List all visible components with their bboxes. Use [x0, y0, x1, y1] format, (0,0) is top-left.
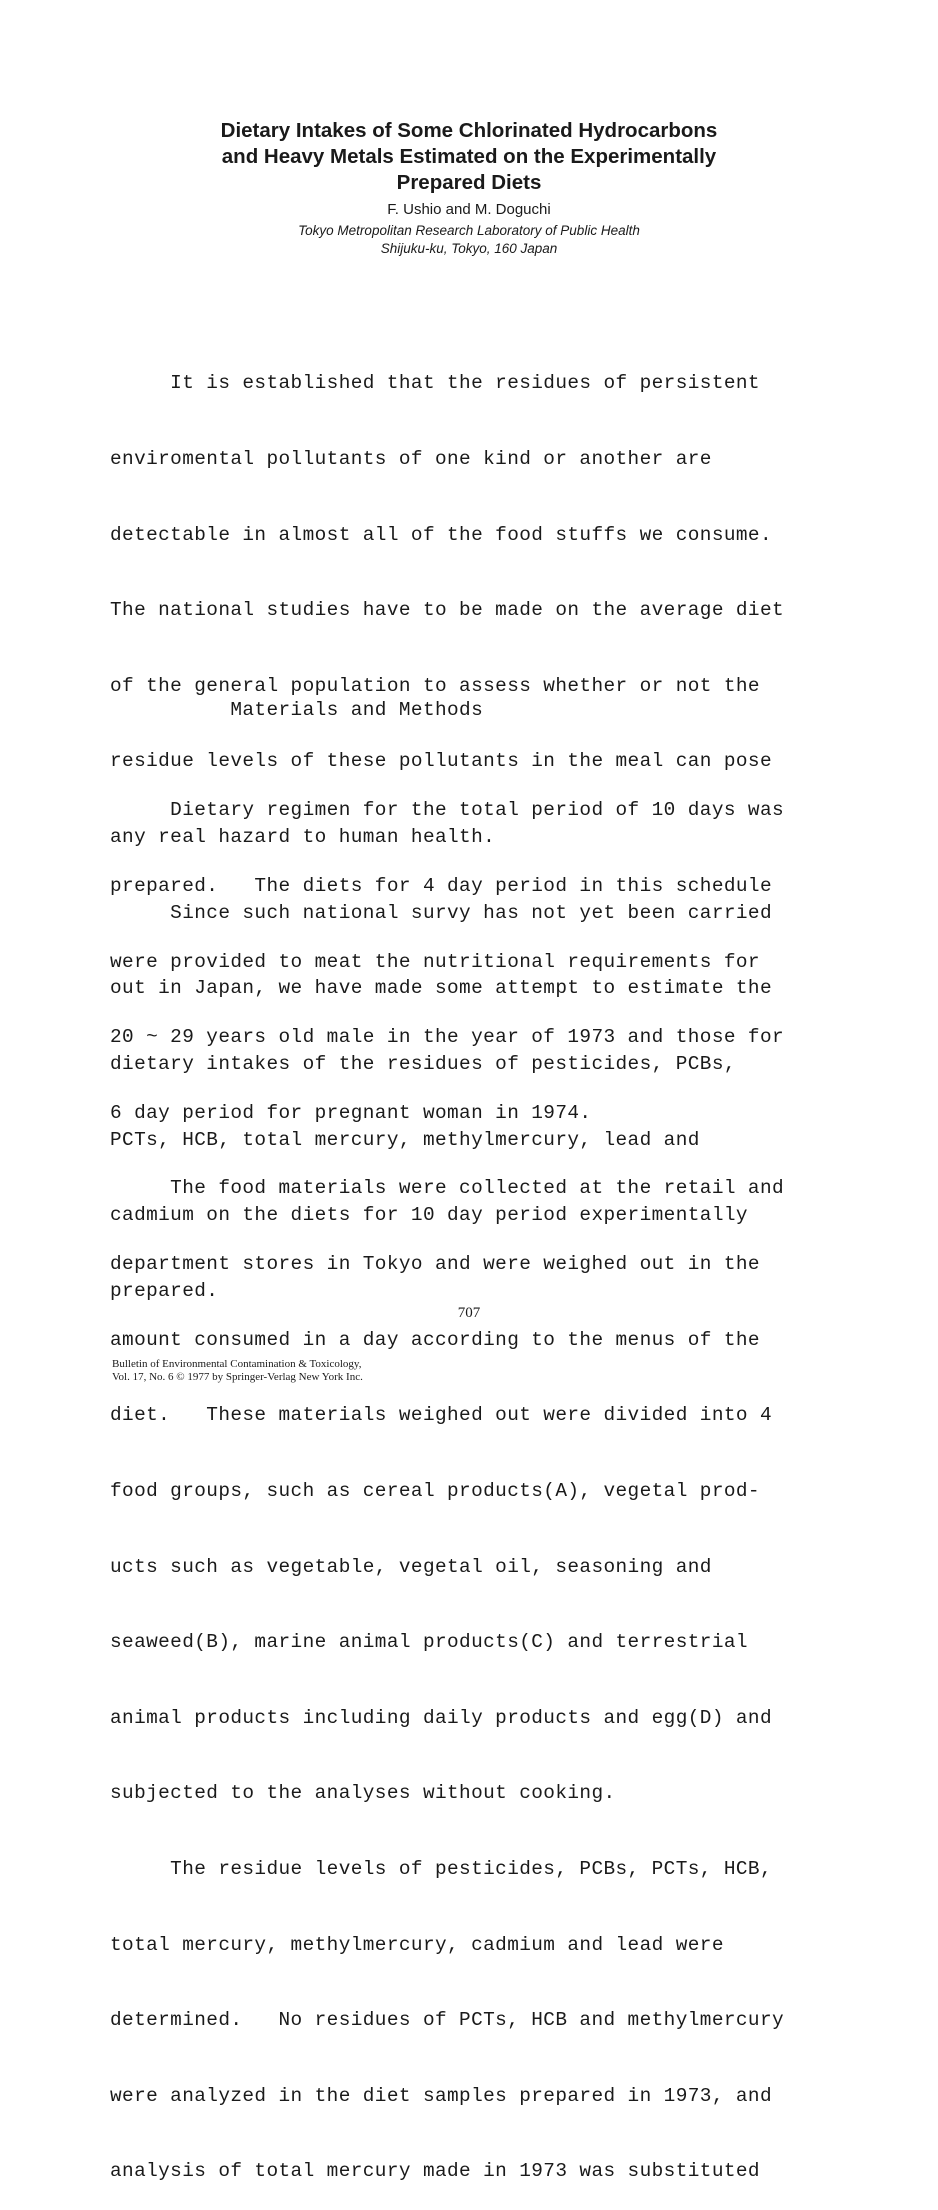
text-line: analysis of total mercury made in 1973 was substituted — [110, 2160, 760, 2183]
text-line: detectable in almost all of the food stuffs we consume. — [110, 523, 772, 546]
text-line: determined. No residues of PCTs, HCB and methylmercury — [110, 2009, 785, 2032]
text-line: prepared. — [110, 1279, 219, 1302]
text-line: were provided to meat the nutritional requirements for — [110, 950, 760, 973]
text-line: prepared. The diets for 4 day period in this schedule — [110, 875, 772, 898]
text-line: out in Japan, we have made some attempt to estimate the — [110, 977, 772, 1000]
text-line: The national studies have to be made on the average diet — [110, 599, 785, 622]
text-line: of the general population to assess whether or not the — [110, 674, 760, 697]
footer-line: Vol. 17, No. 6 © 1977 by Springer-Verlag New York Inc. — [112, 1371, 363, 1383]
text-line: ucts such as vegetable, vegetal oil, seasoning and — [110, 1555, 712, 1578]
text-line: diet. These materials weighed out were divided into 4 — [110, 1404, 772, 1427]
affiliation-line: Shijuku-ku, Tokyo, 160 Japan — [380, 240, 558, 256]
text-line: total mercury, methylmercury, cadmium and lead were — [110, 1933, 724, 1956]
text-line: dietary intakes of the residues of pesticides, PCBs, — [110, 1052, 736, 1075]
text-line: amount consumed in a day according to the menus of the — [110, 1328, 760, 1351]
affiliation-line: Tokyo Metropolitan Research Laboratory of Public Health — [298, 223, 640, 238]
text-line: food groups, such as cereal products(A), vegetal prod- — [110, 1479, 760, 1502]
text-line: were analyzed in the diet samples prepared in 1973, and — [110, 2084, 772, 2107]
text-line: seaweed(B), marine animal products(C) and terrestrial — [110, 1631, 748, 1654]
text-line: The residue levels of pesticides, PCBs, PCTs, HCB, — [110, 1857, 772, 1880]
title-line: Prepared Diets — [396, 171, 542, 194]
footer-line: Bulletin of Environmental Contamination & Toxicology, — [112, 1358, 362, 1370]
text-line: PCTs, HCB, total mercury, methylmercury, lead and — [110, 1128, 700, 1151]
text-line: subjected to the analyses without cooking. — [110, 1782, 616, 1805]
affiliation — [100, 222, 838, 257]
title-line: Dietary Intakes of Some Chlorinated Hydrocarbons — [220, 119, 718, 142]
text-line: department stores in Tokyo and were weighed out in the — [110, 1253, 760, 1276]
text-line: 20 ~ 29 years old male in the year of 1973 and those for — [110, 1026, 785, 1049]
section-heading: Materials and Methods — [110, 699, 484, 721]
text-line: enviromental pollutants of one kind or another are — [110, 448, 712, 471]
title-line: and Heavy Metals Estimated on the Experimentally — [221, 145, 717, 168]
text-line: Dietary regimen for the total period of 10 days was — [110, 799, 785, 822]
text-line: It is established that the residues of persistent — [110, 372, 760, 395]
journal-footer — [112, 1358, 363, 1384]
authors: F. Ushio and M. Doguchi — [387, 201, 551, 218]
text-line: Since such national survy has not yet been carried — [110, 901, 772, 924]
text-line: cadmium on the diets for 10 day period experimentally — [110, 1204, 748, 1227]
text-line: 6 day period for pregnant woman in 1974. — [110, 1101, 592, 1124]
text-line: The food materials were collected at the retail and — [110, 1177, 785, 1200]
text-line: residue levels of these pollutants in the meal can pose — [110, 750, 772, 773]
paper-title — [100, 118, 838, 196]
page-number: 707 — [457, 1305, 481, 1321]
methods-text — [110, 748, 840, 2210]
text-line: animal products including daily products and egg(D) and — [110, 1706, 772, 1729]
text-line: any real hazard to human health. — [110, 826, 496, 849]
